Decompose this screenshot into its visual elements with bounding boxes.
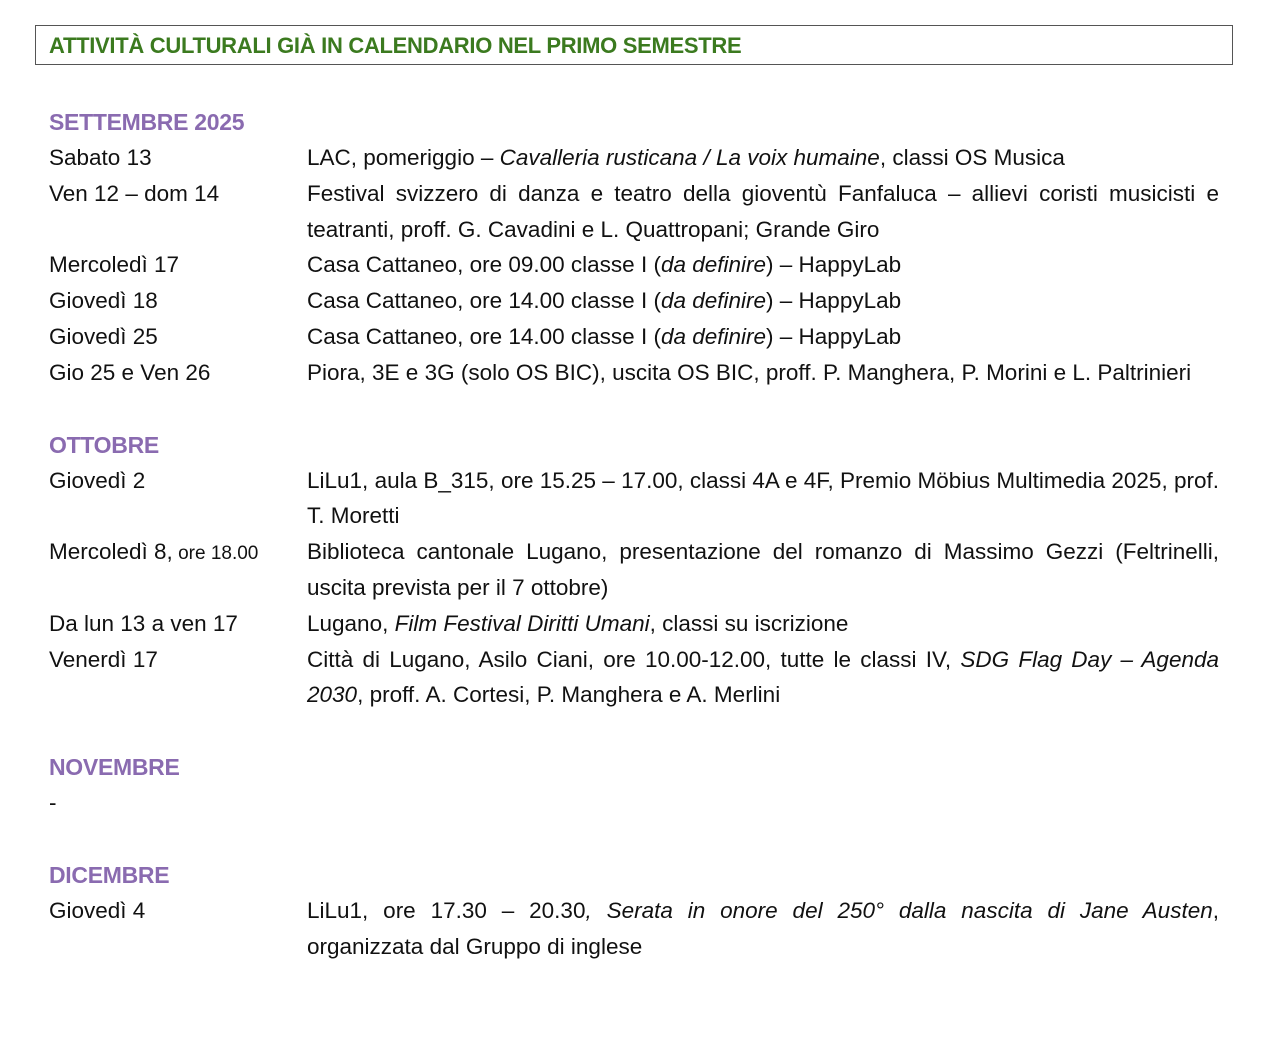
event-description	[307, 463, 1219, 535]
event-description	[307, 355, 1219, 391]
event-title-italic: SDG Flag Day – Agenda 2030	[307, 646, 1219, 708]
event-date	[49, 534, 307, 606]
event-date	[49, 463, 307, 535]
month-section	[49, 427, 1219, 714]
event-date-text: Mercoledì 17	[49, 252, 180, 278]
event-time: ore 18.00	[172, 543, 259, 565]
event-row	[49, 893, 1219, 965]
event-text: Città di Lugano, Asilo Ciani, ore 10.00-12.00, tutte le classi IV,	[307, 646, 961, 672]
calendar-content	[49, 104, 1219, 1001]
event-text: ) – HappyLab	[766, 323, 902, 349]
event-description	[307, 176, 1219, 248]
event-description	[307, 785, 1219, 821]
event-date	[49, 606, 307, 642]
event-text: ) – HappyLab	[766, 288, 902, 314]
event-description	[307, 319, 1219, 355]
event-date	[49, 283, 307, 319]
month-section	[49, 749, 1219, 821]
event-row	[49, 176, 1219, 248]
event-row	[49, 283, 1219, 319]
event-description	[307, 140, 1219, 176]
document-title: ATTIVITÀ CULTURALI GIÀ IN CALENDARIO NEL PRIMO SEMESTRE	[49, 33, 742, 58]
event-text: ) – HappyLab	[766, 252, 902, 278]
event-title-italic: , Serata in onore del 250° dalla nascita di Jane Austen	[585, 897, 1213, 923]
event-description	[307, 283, 1219, 319]
event-title-italic: da definire	[660, 252, 767, 278]
event-text: Lugano,	[307, 610, 395, 636]
event-text: Festival svizzero di danza e teatro della gioventù Fanfaluca – allievi coristi musicisti e teatranti, proff. G. Cavadini e L. Quattropani; Grande Giro	[307, 180, 1219, 242]
event-row	[49, 319, 1219, 355]
event-row	[49, 140, 1219, 176]
event-date-text: Ven 12 – dom 14	[49, 180, 220, 206]
event-text: Casa Cattaneo, ore 14.00 classe I (	[307, 323, 661, 349]
month-section	[49, 857, 1219, 965]
event-text: LAC, pomeriggio –	[307, 145, 500, 170]
event-description	[307, 893, 1219, 965]
event-date-text: Mercoledì 8,	[49, 539, 173, 565]
event-row	[49, 642, 1219, 714]
event-date-text: -	[49, 790, 57, 816]
event-title-italic: da definire	[660, 323, 767, 349]
event-text: , classi OS Musica	[879, 145, 1065, 170]
event-row	[49, 355, 1219, 391]
event-row	[49, 463, 1219, 535]
event-date	[49, 319, 307, 355]
event-date-text: Giovedì 25	[49, 323, 158, 349]
event-text: , proff. A. Cortesi, P. Manghera e A. Merlini	[357, 682, 781, 708]
event-description	[307, 247, 1219, 283]
event-row	[49, 247, 1219, 283]
month-section	[49, 104, 1219, 391]
month-heading: DICEMBRE	[49, 861, 170, 888]
event-text: Casa Cattaneo, ore 14.00 classe I (	[307, 288, 661, 314]
event-text: LiLu1, ore 17.30 – 20.30	[307, 897, 586, 923]
event-description	[307, 642, 1219, 714]
title-box	[35, 25, 1233, 65]
month-heading: SETTEMBRE 2025	[49, 109, 245, 135]
event-title-italic: Cavalleria rusticana / La voix humaine	[499, 145, 880, 170]
event-date-text: Giovedì 4	[49, 897, 146, 923]
event-date	[49, 642, 307, 714]
event-date	[49, 355, 307, 391]
month-heading: OTTOBRE	[49, 431, 159, 458]
event-date	[49, 785, 307, 821]
event-date-text: Giovedì 18	[49, 288, 158, 314]
event-text: , classi su iscrizione	[649, 610, 849, 636]
event-date-text: Venerdì 17	[49, 646, 158, 672]
event-date	[49, 140, 307, 176]
event-text: Casa Cattaneo, ore 09.00 classe I (	[307, 252, 661, 278]
event-text: , organizzata dal Gruppo di inglese	[307, 897, 1219, 959]
event-row	[49, 534, 1219, 606]
event-text: Piora, 3E e 3G (solo OS BIC), uscita OS BIC, proff. P. Manghera, P. Morini e L. Paltrinieri	[307, 359, 1192, 385]
event-date	[49, 176, 307, 248]
month-heading: NOVEMBRE	[49, 754, 180, 781]
event-text: Biblioteca cantonale Lugano, presentazione del romanzo di Massimo Gezzi (Feltrinelli, uscita prevista per il 7 ottobre)	[307, 539, 1219, 600]
event-text: LiLu1, aula B_315, ore 15.25 – 17.00, classi 4A e 4F, Premio Möbius Multimedia 2025, prof. T. Moretti	[307, 467, 1219, 529]
event-description	[307, 534, 1219, 606]
event-title-italic: da definire	[660, 288, 767, 314]
event-row	[49, 606, 1219, 642]
event-title-italic: Film Festival Diritti Umani	[394, 610, 650, 636]
event-description	[307, 606, 1219, 642]
event-date	[49, 247, 307, 283]
event-date-text: Giovedì 2	[49, 467, 146, 493]
event-date-text: Sabato 13	[49, 145, 152, 170]
event-date	[49, 893, 307, 965]
event-row	[49, 785, 1219, 821]
event-date-text: Gio 25 e Ven 26	[49, 359, 211, 385]
event-date-text: Da lun 13 a ven 17	[49, 610, 238, 636]
